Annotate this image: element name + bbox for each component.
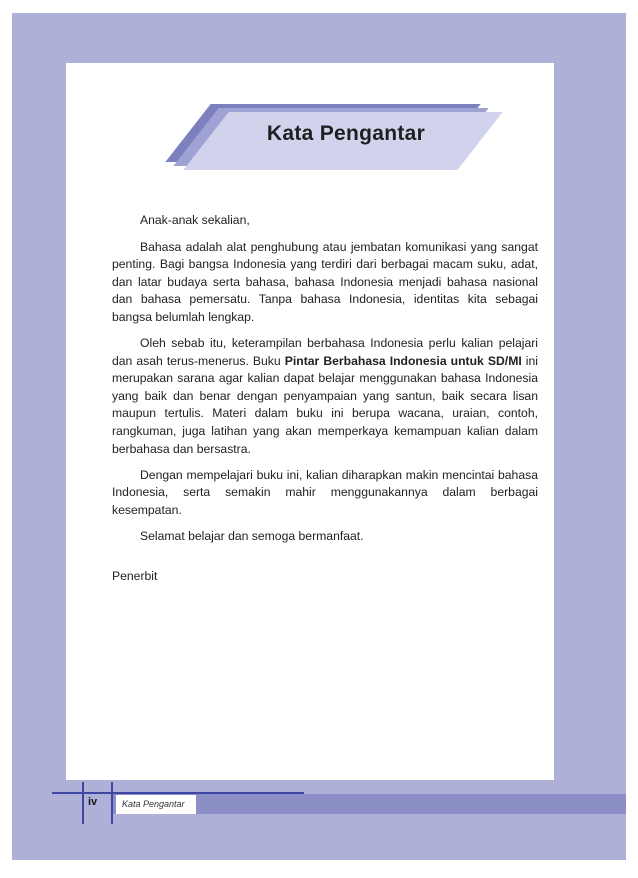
paragraph-2-start: Oleh sebab itu, keterampilan berbahasa Indonesia perlu kalian pelajari dan asah terus-menerus. Buku [112,336,538,368]
title-banner [150,104,495,174]
footer-section-text: Kata Pengantar [122,799,185,809]
paragraph-3: Dengan mempelajari buku ini, kalian diharapkan makin mencintai bahasa Indonesia, serta semakin mahir menggunakannya dalam berbagai kesempatan. [112,467,538,517]
book-title: Pintar Berbahasa Indonesia untuk SD/MI [284,353,522,368]
footer-vertical-rule-left [82,782,84,824]
signature: Penerbit [112,568,158,583]
paragraph-2-end: ini merupakan sarana agar kalian dapat belajar menggunakan bahasa Indonesia yang baik dan benar dengan penyampaian yang santun, baik secara lisan maupun tertulis. Materi dalam buku ini berupa wacana, uraian, contoh, rangkuman, juga latihan yang akan memperkaya kemampuan kalian dalam berbahasa dan bersastra. [112,353,538,456]
paragraph-2 [112,335,538,458]
footer-horizontal-rule [52,792,304,794]
paragraph-1: Bahasa adalah alat penghubung atau jembatan komunikasi yang sangat penting. Bagi bangsa Indonesia yang terdiri dari berbagai macam suku, adat, dan latar budaya serta bahasa, bahasa Indonesia menjadi bahasa nasional dan bahasa pemersatu. Tanpa bahasa Indonesia, identitas kita sebagai bangsa belumlah lengkap. [112,239,538,324]
footer-section-label [116,795,196,814]
page-number: iv [88,796,98,808]
salutation: Anak-anak sekalian, [140,213,250,227]
page-title: Kata Pengantar [266,122,426,145]
footer-vertical-rule-right [111,782,113,824]
paragraph-4: Selamat belajar dan semoga bermanfaat. [140,529,364,543]
preface-body [112,212,538,594]
